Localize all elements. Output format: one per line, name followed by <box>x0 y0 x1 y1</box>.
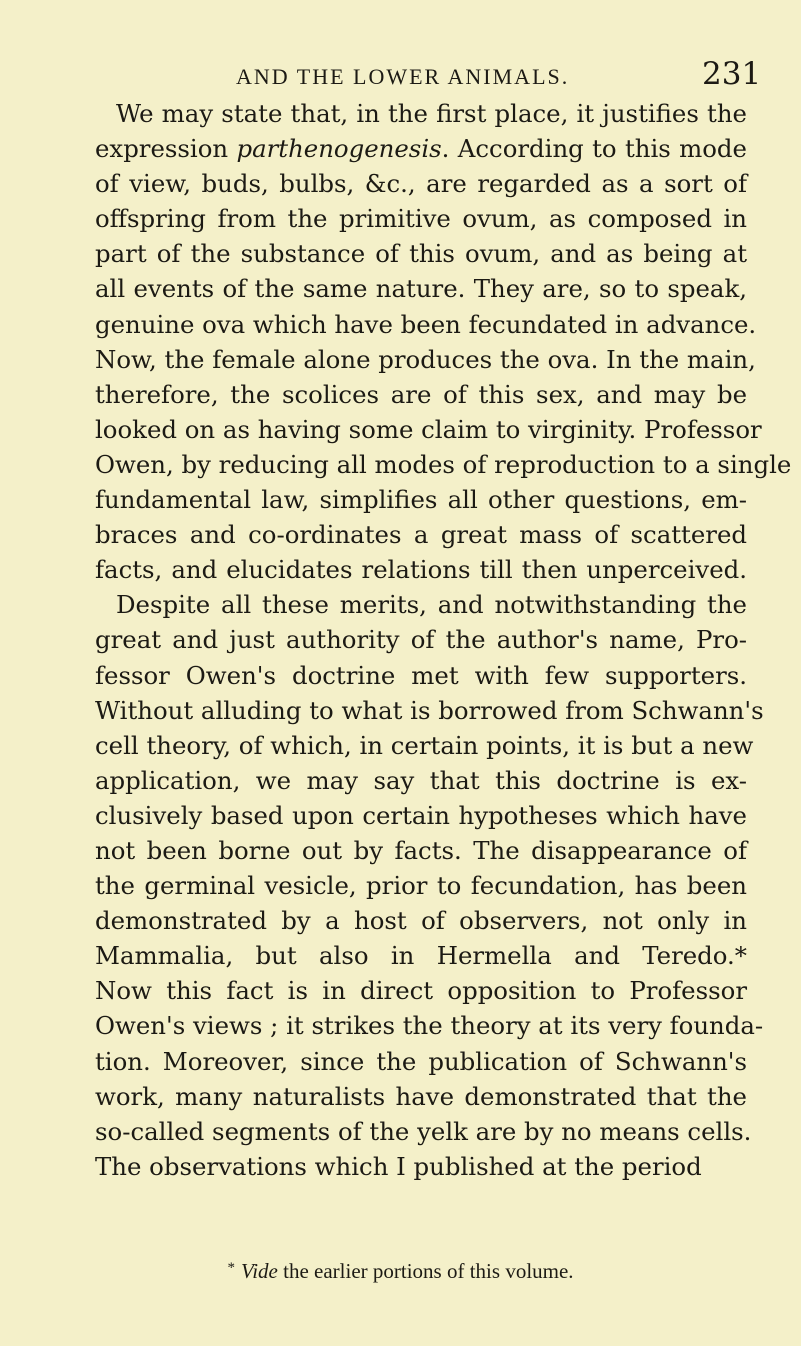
text-line: facts, and elucidates relations till then unperceived. <box>95 555 747 585</box>
text-line: application, we may say that this doctrine is ex- <box>95 765 747 795</box>
text-line: genuine ova which have been fecundated in advance. <box>95 309 757 339</box>
text-line: great and just authority of the author's name, Pro- <box>95 625 747 655</box>
text-line: of view, buds, bulbs, &c., are regarded as a sort of <box>95 169 747 199</box>
footnote-marker: * <box>227 1260 235 1276</box>
text-line: demonstrated by a host of observers, not only in <box>95 906 747 936</box>
footnote-text: the earlier portions of this volume. <box>277 1259 574 1283</box>
text-line: Now this fact is in direct opposition to Professor <box>95 976 747 1006</box>
text-line: looked on as having some claim to virginity. Professor <box>95 414 762 444</box>
running-head: AND THE LOWER ANIMALS. <box>236 64 570 89</box>
text-line: so-called segments of the yelk are by no means cells. <box>95 1116 752 1146</box>
page-header <box>0 54 801 94</box>
text-line: offspring from the primitive ovum, as composed in <box>95 204 747 234</box>
footnote-italic: Vide <box>240 1259 278 1283</box>
text-line: We may state that, in the first place, it justifies the <box>116 99 747 128</box>
text-line: all events of the same nature. They are, so to speak, <box>95 274 747 304</box>
text-line: clusively based upon certain hypotheses which have <box>95 800 747 830</box>
text-line: the germinal vesicle, prior to fecundation, has been <box>95 871 747 901</box>
text-line: expression parthenogenesis. According to this mode <box>95 134 747 164</box>
text-line: tion. Moreover, since the publication of Schwann's <box>95 1046 747 1076</box>
text-line: Owen's views ; it strikes the theory at its very founda- <box>95 1011 764 1041</box>
text-line: braces and co-ordinates a great mass of scattered <box>95 520 747 550</box>
text-line: The observations which I published at the period <box>95 1151 702 1181</box>
text-line: Owen, by reducing all modes of reproduction to a single <box>95 449 792 479</box>
page-number: 231 <box>702 56 762 92</box>
text-line: Now, the female alone produces the ova. In the main, <box>95 344 756 374</box>
text-line: Without alluding to what is borrowed from Schwann's <box>95 695 764 725</box>
body-text <box>95 96 792 1184</box>
text-line: Mammalia, but also in Hermella and Teredo.* <box>95 941 747 971</box>
text-line: fundamental law, simplifies all other questions, em- <box>95 485 747 515</box>
text-line: work, many naturalists have demonstrated that the <box>95 1081 747 1111</box>
text-line: not been borne out by facts. The disappearance of <box>95 835 747 865</box>
text-line: Despite all these merits, and notwithstanding the <box>116 590 747 620</box>
footnote <box>0 1259 801 1284</box>
text-line: fessor Owen's doctrine met with few supporters. <box>95 660 747 690</box>
text-line: part of the substance of this ovum, and as being at <box>95 239 747 269</box>
text-line: therefore, the scolices are of this sex, and may be <box>95 379 747 409</box>
text-line: cell theory, of which, in certain points, it is but a new <box>95 730 754 760</box>
